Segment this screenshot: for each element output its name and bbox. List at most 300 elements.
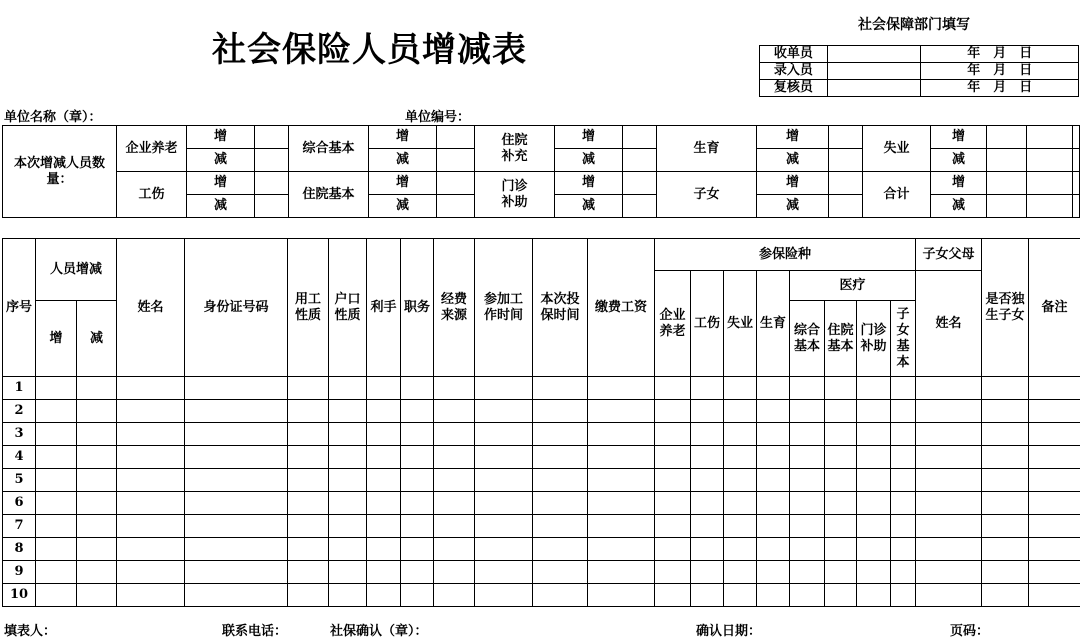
col-med-child: 子 女 基 本	[891, 301, 916, 377]
table-cell[interactable]	[891, 561, 916, 584]
summary-dec-label: 减	[187, 149, 255, 172]
receipt-box	[759, 45, 1079, 97]
table-cell[interactable]	[185, 584, 288, 607]
summary-input[interactable]	[829, 126, 863, 149]
page-title: 社会保险人员增减表	[212, 22, 527, 71]
table-cell[interactable]	[757, 469, 790, 492]
table-cell[interactable]	[916, 446, 982, 469]
table-cell[interactable]	[401, 469, 434, 492]
table-cell[interactable]	[691, 538, 724, 561]
table-cell[interactable]	[367, 469, 401, 492]
table-cell[interactable]	[434, 377, 475, 400]
table-cell[interactable]	[434, 469, 475, 492]
table-cell[interactable]	[825, 377, 857, 400]
table-cell[interactable]	[367, 538, 401, 561]
table-cell[interactable]	[288, 400, 329, 423]
table-cell[interactable]	[790, 423, 825, 446]
col-insure-time: 本次投 保时间	[533, 239, 588, 377]
table-cell[interactable]	[825, 492, 857, 515]
table-cell[interactable]	[117, 538, 185, 561]
table-row	[3, 538, 1080, 561]
table-cell[interactable]	[916, 584, 982, 607]
col-pension: 企业 养老	[655, 271, 691, 377]
summary-input[interactable]	[987, 195, 1027, 218]
table-cell[interactable]	[401, 377, 434, 400]
table-cell[interactable]	[891, 423, 916, 446]
table-cell[interactable]	[982, 469, 1029, 492]
table-cell[interactable]	[655, 446, 691, 469]
table-cell[interactable]	[790, 377, 825, 400]
col-hand: 利手	[367, 239, 401, 377]
summary-input[interactable]	[255, 149, 289, 172]
table-cell[interactable]	[185, 377, 288, 400]
table-cell[interactable]	[185, 492, 288, 515]
table-cell[interactable]	[288, 377, 329, 400]
table-cell[interactable]	[185, 561, 288, 584]
table-cell[interactable]	[588, 584, 655, 607]
table-cell[interactable]	[475, 469, 533, 492]
summary-input[interactable]	[623, 195, 657, 218]
row-number: 2	[3, 400, 36, 423]
table-cell[interactable]	[36, 400, 77, 423]
summary-input[interactable]	[623, 126, 657, 149]
table-cell[interactable]	[916, 515, 982, 538]
table-row	[3, 515, 1080, 538]
table-cell[interactable]	[77, 492, 117, 515]
table-cell[interactable]	[36, 469, 77, 492]
table-cell[interactable]	[790, 561, 825, 584]
summary-input[interactable]	[1073, 149, 1080, 172]
table-cell[interactable]	[185, 515, 288, 538]
table-cell[interactable]	[724, 400, 757, 423]
table-cell[interactable]	[1029, 515, 1080, 538]
table-cell[interactable]	[982, 400, 1029, 423]
table-cell[interactable]	[691, 561, 724, 584]
table-cell[interactable]	[588, 446, 655, 469]
table-cell[interactable]	[288, 515, 329, 538]
summary-input[interactable]	[255, 126, 289, 149]
table-cell[interactable]	[367, 515, 401, 538]
table-cell[interactable]	[434, 400, 475, 423]
table-cell[interactable]	[401, 423, 434, 446]
summary-category: 子女	[657, 172, 757, 218]
summary-input[interactable]	[1027, 195, 1073, 218]
table-cell[interactable]	[588, 469, 655, 492]
table-cell[interactable]	[36, 584, 77, 607]
table-cell[interactable]	[117, 423, 185, 446]
table-cell[interactable]	[533, 561, 588, 584]
summary-input[interactable]	[1027, 149, 1073, 172]
table-cell[interactable]	[367, 423, 401, 446]
col-seq: 序号	[3, 239, 36, 377]
table-cell[interactable]	[916, 423, 982, 446]
table-cell[interactable]	[916, 377, 982, 400]
table-cell[interactable]	[434, 492, 475, 515]
table-cell[interactable]	[691, 446, 724, 469]
row-number: 5	[3, 469, 36, 492]
table-cell[interactable]	[329, 377, 367, 400]
table-cell[interactable]	[982, 377, 1029, 400]
table-cell[interactable]	[588, 400, 655, 423]
table-cell[interactable]	[891, 400, 916, 423]
table-cell[interactable]	[288, 561, 329, 584]
table-cell[interactable]	[533, 377, 588, 400]
table-cell[interactable]	[691, 584, 724, 607]
table-cell[interactable]	[1029, 584, 1080, 607]
receipt-date[interactable]: 年 月 日	[921, 63, 1079, 80]
summary-input[interactable]	[255, 172, 289, 195]
table-cell[interactable]	[117, 469, 185, 492]
table-cell[interactable]	[401, 515, 434, 538]
table-cell[interactable]	[36, 446, 77, 469]
table-cell[interactable]	[916, 469, 982, 492]
table-cell[interactable]	[329, 538, 367, 561]
table-cell[interactable]	[588, 538, 655, 561]
table-cell[interactable]	[288, 538, 329, 561]
table-cell[interactable]	[857, 469, 891, 492]
table-cell[interactable]	[857, 515, 891, 538]
table-cell[interactable]	[401, 561, 434, 584]
receipt-row	[760, 80, 1079, 97]
table-cell[interactable]	[401, 584, 434, 607]
receipt-signature-cell[interactable]	[827, 63, 921, 80]
table-cell[interactable]	[588, 423, 655, 446]
table-cell[interactable]	[588, 515, 655, 538]
table-cell[interactable]	[1029, 400, 1080, 423]
footer-phone: 联系电话：	[222, 620, 287, 639]
table-cell[interactable]	[434, 446, 475, 469]
table-cell[interactable]	[288, 584, 329, 607]
summary-input[interactable]	[623, 149, 657, 172]
table-cell[interactable]	[533, 446, 588, 469]
table-cell[interactable]	[790, 492, 825, 515]
summary-inc-label: 增	[187, 126, 255, 149]
table-cell[interactable]	[916, 561, 982, 584]
summary-input[interactable]	[1027, 126, 1073, 149]
table-cell[interactable]	[891, 584, 916, 607]
table-cell[interactable]	[916, 538, 982, 561]
table-cell[interactable]	[367, 492, 401, 515]
table-cell[interactable]	[655, 423, 691, 446]
summary-input[interactable]	[1073, 172, 1080, 195]
col-med-clinic: 门诊 补助	[857, 301, 891, 377]
table-cell[interactable]	[655, 492, 691, 515]
table-cell[interactable]	[982, 446, 1029, 469]
table-cell[interactable]	[916, 492, 982, 515]
table-cell[interactable]	[36, 561, 77, 584]
table-cell[interactable]	[329, 492, 367, 515]
footer-confirm: 社保确认（章）：	[330, 620, 428, 639]
summary-input[interactable]	[829, 172, 863, 195]
table-cell[interactable]	[475, 561, 533, 584]
table-cell[interactable]	[588, 561, 655, 584]
table-cell[interactable]	[691, 377, 724, 400]
table-cell[interactable]	[790, 469, 825, 492]
table-cell[interactable]	[329, 561, 367, 584]
table-cell[interactable]	[1029, 561, 1080, 584]
table-cell[interactable]	[825, 561, 857, 584]
table-cell[interactable]	[1029, 377, 1080, 400]
table-cell[interactable]	[434, 561, 475, 584]
summary-input[interactable]	[1073, 195, 1080, 218]
table-cell[interactable]	[77, 446, 117, 469]
table-cell[interactable]	[857, 561, 891, 584]
table-cell[interactable]	[790, 538, 825, 561]
table-cell[interactable]	[117, 492, 185, 515]
summary-input[interactable]	[255, 195, 289, 218]
table-cell[interactable]	[329, 515, 367, 538]
table-cell[interactable]	[724, 446, 757, 469]
table-cell[interactable]	[533, 492, 588, 515]
table-cell[interactable]	[475, 400, 533, 423]
table-cell[interactable]	[857, 446, 891, 469]
table-cell[interactable]	[857, 423, 891, 446]
table-cell[interactable]	[757, 446, 790, 469]
table-cell[interactable]	[691, 400, 724, 423]
table-cell[interactable]	[367, 446, 401, 469]
summary-category: 住院基本	[289, 172, 369, 218]
table-cell[interactable]	[329, 423, 367, 446]
table-cell[interactable]	[588, 377, 655, 400]
table-cell[interactable]	[1029, 492, 1080, 515]
table-cell[interactable]	[117, 377, 185, 400]
table-cell[interactable]	[825, 584, 857, 607]
table-row	[3, 423, 1080, 446]
table-cell[interactable]	[825, 515, 857, 538]
table-cell[interactable]	[982, 584, 1029, 607]
table-cell[interactable]	[857, 584, 891, 607]
summary-inc-label: 增	[931, 126, 987, 149]
table-cell[interactable]	[825, 423, 857, 446]
table-cell[interactable]	[533, 584, 588, 607]
table-cell[interactable]	[401, 538, 434, 561]
table-cell[interactable]	[982, 538, 1029, 561]
table-cell[interactable]	[185, 423, 288, 446]
table-cell[interactable]	[891, 469, 916, 492]
table-cell[interactable]	[982, 492, 1029, 515]
row-number: 4	[3, 446, 36, 469]
summary-input[interactable]	[437, 126, 475, 149]
table-cell[interactable]	[434, 584, 475, 607]
table-cell[interactable]	[533, 423, 588, 446]
table-cell[interactable]	[77, 377, 117, 400]
table-cell[interactable]	[288, 492, 329, 515]
summary-input[interactable]	[437, 195, 475, 218]
table-cell[interactable]	[757, 515, 790, 538]
table-cell[interactable]	[1029, 538, 1080, 561]
table-cell[interactable]	[790, 584, 825, 607]
table-cell[interactable]	[757, 423, 790, 446]
table-cell[interactable]	[891, 492, 916, 515]
table-cell[interactable]	[655, 400, 691, 423]
table-cell[interactable]	[329, 446, 367, 469]
table-cell[interactable]	[825, 400, 857, 423]
table-cell[interactable]	[982, 561, 1029, 584]
table-cell[interactable]	[857, 538, 891, 561]
table-cell[interactable]	[185, 469, 288, 492]
table-cell[interactable]	[117, 446, 185, 469]
table-cell[interactable]	[857, 492, 891, 515]
table-cell[interactable]	[475, 377, 533, 400]
summary-input[interactable]	[1027, 172, 1073, 195]
table-cell[interactable]	[1029, 423, 1080, 446]
table-cell[interactable]	[117, 515, 185, 538]
table-cell[interactable]	[475, 446, 533, 469]
table-cell[interactable]	[77, 584, 117, 607]
table-row	[3, 377, 1080, 400]
table-row	[3, 492, 1080, 515]
col-name: 姓名	[117, 239, 185, 377]
table-cell[interactable]	[185, 400, 288, 423]
table-row	[3, 469, 1080, 492]
summary-input[interactable]	[623, 172, 657, 195]
table-cell[interactable]	[891, 377, 916, 400]
table-cell[interactable]	[77, 469, 117, 492]
table-cell[interactable]	[691, 492, 724, 515]
table-cell[interactable]	[77, 561, 117, 584]
table-cell[interactable]	[77, 538, 117, 561]
col-id: 身份证号码	[185, 239, 288, 377]
table-cell[interactable]	[475, 584, 533, 607]
table-cell[interactable]	[475, 492, 533, 515]
table-cell[interactable]	[533, 515, 588, 538]
table-cell[interactable]	[533, 538, 588, 561]
table-cell[interactable]	[77, 400, 117, 423]
table-cell[interactable]	[655, 377, 691, 400]
table-cell[interactable]	[401, 400, 434, 423]
table-cell[interactable]	[36, 423, 77, 446]
table-cell[interactable]	[367, 400, 401, 423]
table-cell[interactable]	[857, 400, 891, 423]
table-cell[interactable]	[77, 515, 117, 538]
summary-table	[2, 125, 1080, 218]
table-cell[interactable]	[117, 400, 185, 423]
table-cell[interactable]	[825, 469, 857, 492]
summary-dec-label: 减	[555, 149, 623, 172]
table-cell[interactable]	[36, 492, 77, 515]
col-fund: 经费 来源	[434, 239, 475, 377]
summary-input[interactable]	[437, 149, 475, 172]
table-cell[interactable]	[533, 400, 588, 423]
table-cell[interactable]	[36, 377, 77, 400]
table-cell[interactable]	[329, 469, 367, 492]
table-cell[interactable]	[401, 492, 434, 515]
table-cell[interactable]	[691, 515, 724, 538]
receipt-date[interactable]: 年 月 日	[921, 80, 1079, 97]
table-cell[interactable]	[757, 538, 790, 561]
table-cell[interactable]	[367, 584, 401, 607]
table-cell[interactable]	[36, 538, 77, 561]
summary-input[interactable]	[987, 149, 1027, 172]
summary-input[interactable]	[437, 172, 475, 195]
table-cell[interactable]	[185, 538, 288, 561]
table-cell[interactable]	[655, 561, 691, 584]
table-cell[interactable]	[724, 492, 757, 515]
table-cell[interactable]	[588, 492, 655, 515]
table-cell[interactable]	[825, 446, 857, 469]
table-cell[interactable]	[367, 377, 401, 400]
receipt-signature-cell[interactable]	[827, 80, 921, 97]
table-cell[interactable]	[916, 400, 982, 423]
table-cell[interactable]	[982, 515, 1029, 538]
table-cell[interactable]	[691, 423, 724, 446]
table-cell[interactable]	[36, 515, 77, 538]
table-cell[interactable]	[790, 446, 825, 469]
table-cell[interactable]	[185, 446, 288, 469]
table-cell[interactable]	[790, 515, 825, 538]
table-cell[interactable]	[1029, 446, 1080, 469]
table-cell[interactable]	[475, 423, 533, 446]
table-cell[interactable]	[1029, 469, 1080, 492]
table-cell[interactable]	[288, 423, 329, 446]
table-cell[interactable]	[533, 469, 588, 492]
table-cell[interactable]	[655, 469, 691, 492]
summary-input[interactable]	[829, 195, 863, 218]
table-cell[interactable]	[724, 469, 757, 492]
table-cell[interactable]	[757, 400, 790, 423]
table-cell[interactable]	[329, 584, 367, 607]
table-cell[interactable]	[891, 446, 916, 469]
table-cell[interactable]	[982, 423, 1029, 446]
receipt-date[interactable]: 年 月 日	[921, 46, 1079, 63]
table-cell[interactable]	[401, 446, 434, 469]
summary-category: 生育	[657, 126, 757, 172]
table-cell[interactable]	[655, 515, 691, 538]
table-cell[interactable]	[757, 492, 790, 515]
summary-category: 综合基本	[289, 126, 369, 172]
table-cell[interactable]	[724, 561, 757, 584]
table-cell[interactable]	[475, 538, 533, 561]
table-cell[interactable]	[724, 423, 757, 446]
col-work-time: 参加工 作时间	[475, 239, 533, 377]
summary-row-label: 本次增减人员数量：	[3, 126, 117, 218]
receipt-row	[760, 63, 1079, 80]
summary-inc-label: 增	[757, 172, 829, 195]
table-cell[interactable]	[288, 469, 329, 492]
table-cell[interactable]	[724, 515, 757, 538]
table-cell[interactable]	[757, 377, 790, 400]
table-cell[interactable]	[434, 423, 475, 446]
table-cell[interactable]	[329, 400, 367, 423]
table-cell[interactable]	[475, 515, 533, 538]
table-cell[interactable]	[117, 584, 185, 607]
table-cell[interactable]	[367, 561, 401, 584]
table-cell[interactable]	[655, 584, 691, 607]
table-cell[interactable]	[757, 561, 790, 584]
table-cell[interactable]	[724, 377, 757, 400]
table-cell[interactable]	[288, 446, 329, 469]
receipt-signature-cell[interactable]	[827, 46, 921, 63]
table-cell[interactable]	[757, 584, 790, 607]
table-cell[interactable]	[724, 584, 757, 607]
table-cell[interactable]	[117, 561, 185, 584]
summary-input[interactable]	[987, 126, 1027, 149]
table-cell[interactable]	[434, 538, 475, 561]
summary-input[interactable]	[829, 149, 863, 172]
table-cell[interactable]	[655, 538, 691, 561]
table-cell[interactable]	[77, 423, 117, 446]
table-cell[interactable]	[857, 377, 891, 400]
table-cell[interactable]	[790, 400, 825, 423]
table-cell[interactable]	[825, 538, 857, 561]
table-cell[interactable]	[891, 538, 916, 561]
summary-input[interactable]	[987, 172, 1027, 195]
table-cell[interactable]	[891, 515, 916, 538]
summary-input[interactable]	[1073, 126, 1080, 149]
table-cell[interactable]	[434, 515, 475, 538]
table-cell[interactable]	[724, 538, 757, 561]
table-cell[interactable]	[691, 469, 724, 492]
